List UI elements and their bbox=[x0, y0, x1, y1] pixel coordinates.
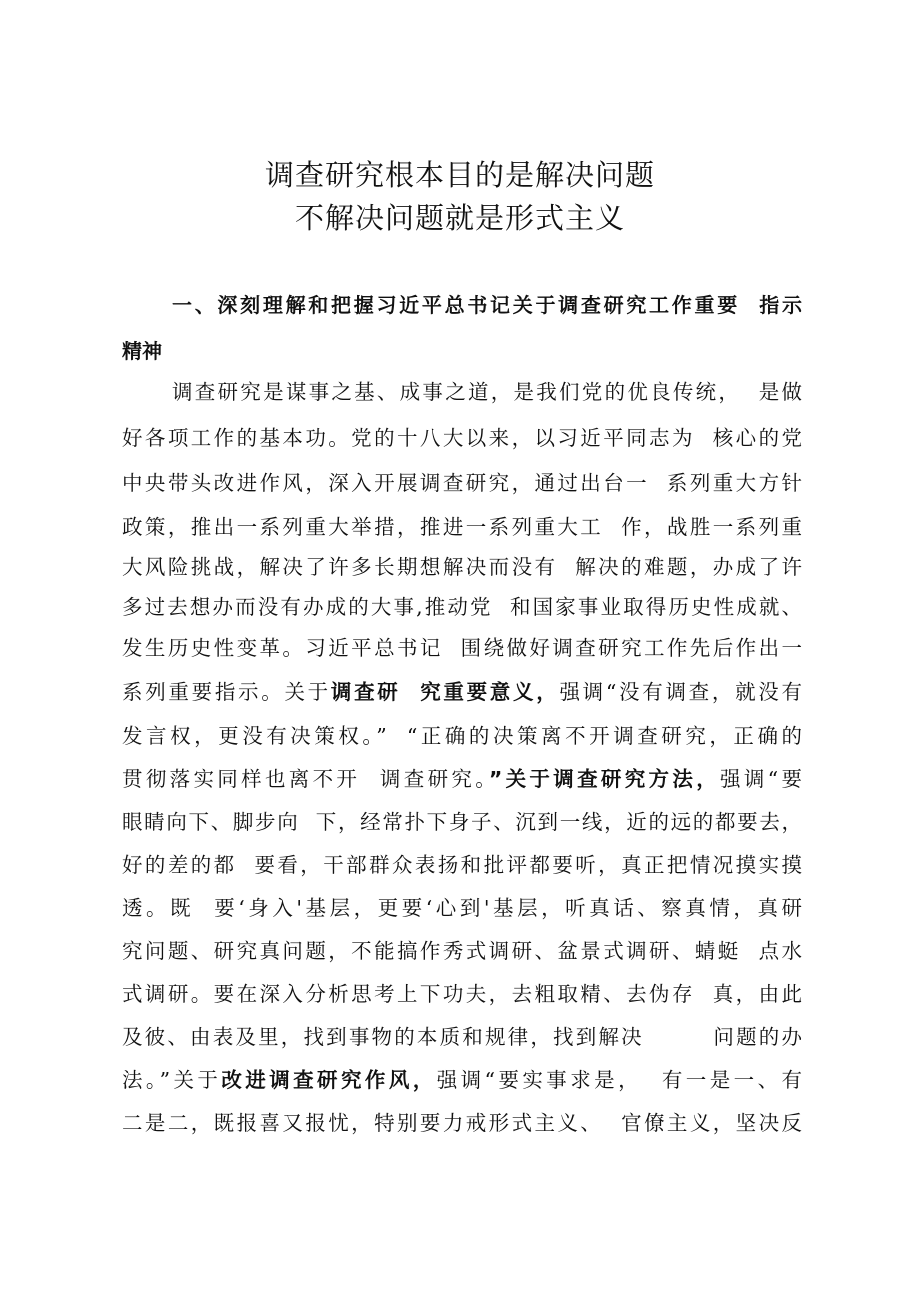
text-run: 系列重要指示。关于 bbox=[122, 680, 331, 704]
text-run: 调查研究是谋事之基、成事之道，是我们党的优良传统， 是做 bbox=[172, 380, 802, 404]
text-run: 及彼、由表及里，找到事物的本质和规律，找到解决 问题的办 bbox=[122, 1025, 802, 1049]
text-run: 大风险挑战，解决了许多长期想解决而没有 解决的难题，办成了许 bbox=[122, 555, 802, 579]
paragraph-line bbox=[122, 512, 802, 542]
text-run: 二是二，既报喜又报忧，特别要力戒形式主义、 官僚主义，坚决反 bbox=[122, 1111, 802, 1135]
section-heading-line-2: 精神 bbox=[122, 339, 162, 363]
text-run: 好各项工作的基本功。党的十八大以来，以习近平同志为 核心的党 bbox=[122, 426, 802, 450]
bold-text-run: 调查研 究重要意义， bbox=[330, 680, 560, 704]
text-run: 强调“要 bbox=[720, 767, 802, 791]
paragraph-line bbox=[122, 468, 802, 498]
text-run: 贯彻落实同样也离不开 调查研究。 bbox=[122, 767, 489, 791]
text-run: 强调“没有调查，就没有 bbox=[559, 680, 802, 704]
text-run: 好的差的都 要看，干部群众表扬和批评都要听，真正把情况摸实摸 bbox=[122, 853, 802, 877]
section-heading-line-1: 一、深刻理解和把握习近平总书记关于调查研究工作重要 指示 bbox=[172, 293, 802, 317]
bold-text-run: ”关于调查研究方法， bbox=[488, 767, 721, 791]
paragraph-line bbox=[122, 423, 802, 453]
text-run: 中央带头改进作风，深入开展调查研究，通过出台一 系列重大方针 bbox=[122, 471, 802, 495]
paragraph-line bbox=[122, 1108, 802, 1138]
paragraph-line bbox=[122, 850, 802, 880]
paragraph-line bbox=[122, 764, 802, 794]
paragraph-line bbox=[122, 677, 802, 707]
paragraph-line bbox=[122, 979, 802, 1009]
text-run: 透。既 要‘身入'基层，更要‘心到'基层，听真话、察真情，真研 bbox=[122, 896, 802, 920]
paragraph-line bbox=[122, 807, 802, 837]
paragraph-line bbox=[122, 893, 802, 923]
bold-text-run: 改进调查研究作风， bbox=[221, 1068, 437, 1092]
text-run: 究问题、研究真问题，不能搞作秀式调研、盆景式调研、蜻蜓 点水 bbox=[122, 939, 802, 963]
paragraph-line bbox=[122, 721, 802, 751]
text-run: 强调“要实事求是， 有一是一、有 bbox=[436, 1068, 802, 1092]
text-run: 眼睛向下、脚步向 下，经常扑下身子、沉到一线，近的远的都要去， bbox=[122, 810, 802, 834]
text-run: 发言权，更没有决策权。” “正确的决策离不开调查研究，正确的 bbox=[122, 724, 802, 748]
text-run: 发生历史性变革。习近平总书记 围绕做好调查研究工作先后作出一 bbox=[122, 636, 802, 660]
paragraph-line bbox=[122, 592, 802, 622]
text-run: 政策，推出一系列重大举措，推进一系列重大工 作，战胜一系列重 bbox=[122, 515, 802, 539]
paragraph-line bbox=[122, 552, 802, 582]
document-title-line-2: 不解决问题就是形式主义 bbox=[294, 201, 625, 235]
text-run: 式调研。要在深入分析思考上下功夫，去粗取精、去伪存 真，由此 bbox=[122, 982, 802, 1006]
text-run: 多过去想办而没有办成的大事,推动党 和国家事业取得历史性成就、 bbox=[122, 595, 802, 619]
paragraph-line bbox=[122, 633, 802, 663]
paragraph-line bbox=[122, 1022, 802, 1052]
text-run: 法。”关于 bbox=[122, 1068, 222, 1092]
document-title-line-1: 调查研究根本目的是解决问题 bbox=[264, 158, 655, 192]
paragraph-line bbox=[172, 377, 802, 407]
paragraph-line bbox=[122, 936, 802, 966]
paragraph-line bbox=[122, 1065, 802, 1095]
